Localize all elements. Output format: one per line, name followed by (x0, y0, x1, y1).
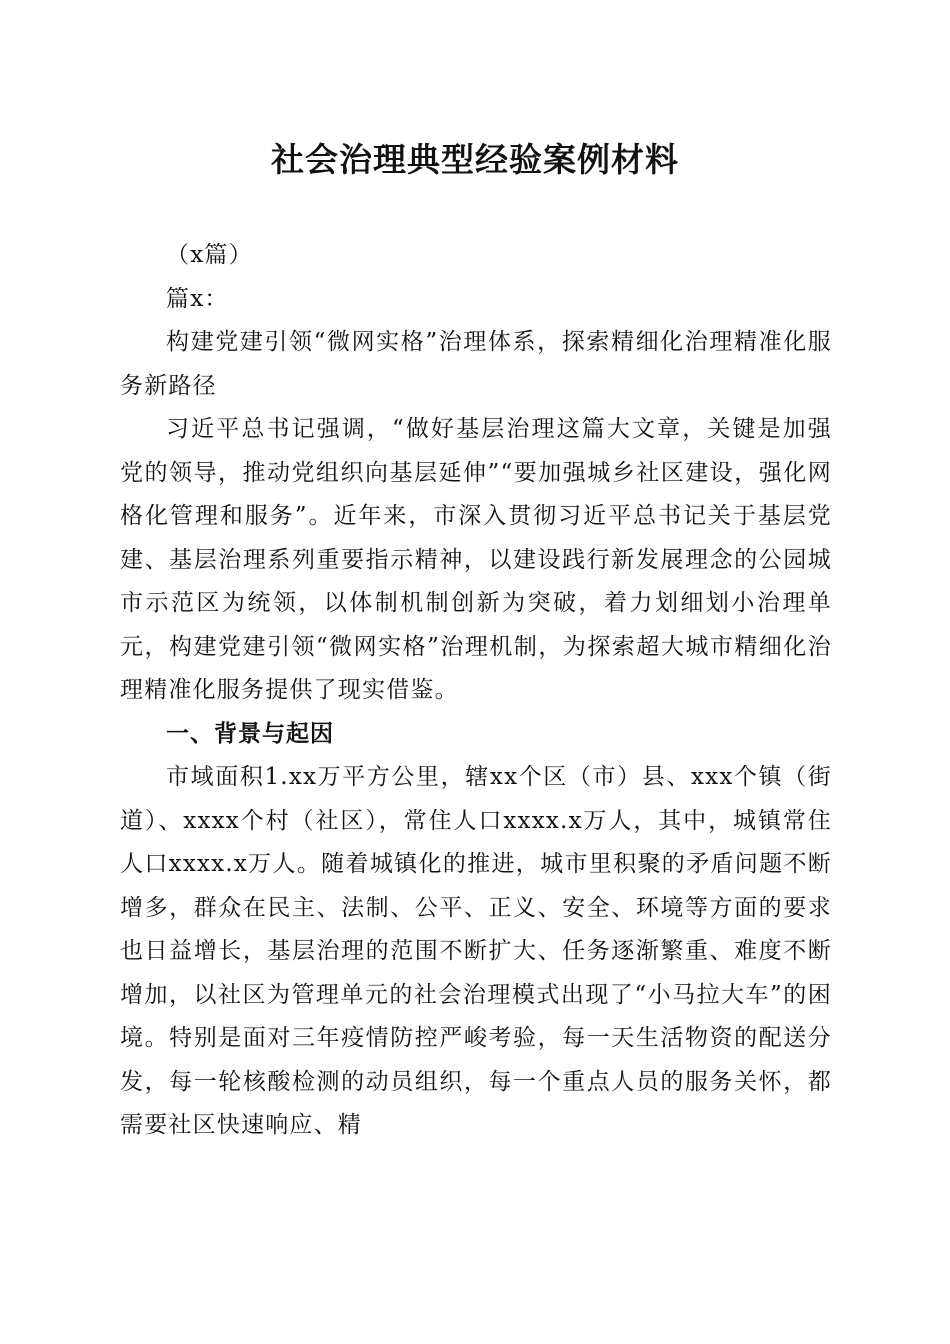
document-title: 社会治理典型经验案例材料 (271, 140, 679, 179)
chapter-label: 篇x： (166, 285, 229, 312)
document-body (120, 234, 832, 1148)
section-heading: 一、背景与起因 (166, 720, 334, 747)
chapter-subtitle: 构建党建引领“微网实格”治理体系，探索精细化治理精准化服务新路径 (120, 329, 832, 399)
chapter-count: （x篇） (166, 242, 253, 268)
background-paragraph: 市域面积1.xx万平方公里，辖xx个区（市）县、xxx个镇（街道）、xxxx个村（社区），常住人口xxxx.x万人，其中，城镇常住人口xxxx.x万人。随着城镇化的推进，城市里积聚的矛盾问题不断增多，群众在民主、法制、公平、正义、安全、环境等方面的要求也日益增长，基层治理的范围不断扩大、任务逐渐繁重、难度不断增加，以社区为管理单元的社会治理模式出现了“小马拉大车”的困境。特别是面对三年疫情防控严峻考验，每一天生活物资的配送分发，每一轮核酸检测的动员组织，每一个重点人员的服务关怀，都需要社区快速响应、精 (120, 764, 832, 1138)
intro-paragraph: 习近平总书记强调，“做好基层治理这篇大文章，关键是加强党的领导，推动党组织向基层延伸”“要加强城乡社区建设，强化网格化管理和服务”。近年来，市深入贯彻习近平总书记关于基层党建、基层治理系列重要指示精神，以建设践行新发展理念的公园城市示范区为统领，以体制机制创新为突破，着力划细划小治理单元，构建党建引领“微网实格”治理机制，为探索超大城市精细化治理精准化服务提供了现实借鉴。 (120, 416, 832, 703)
